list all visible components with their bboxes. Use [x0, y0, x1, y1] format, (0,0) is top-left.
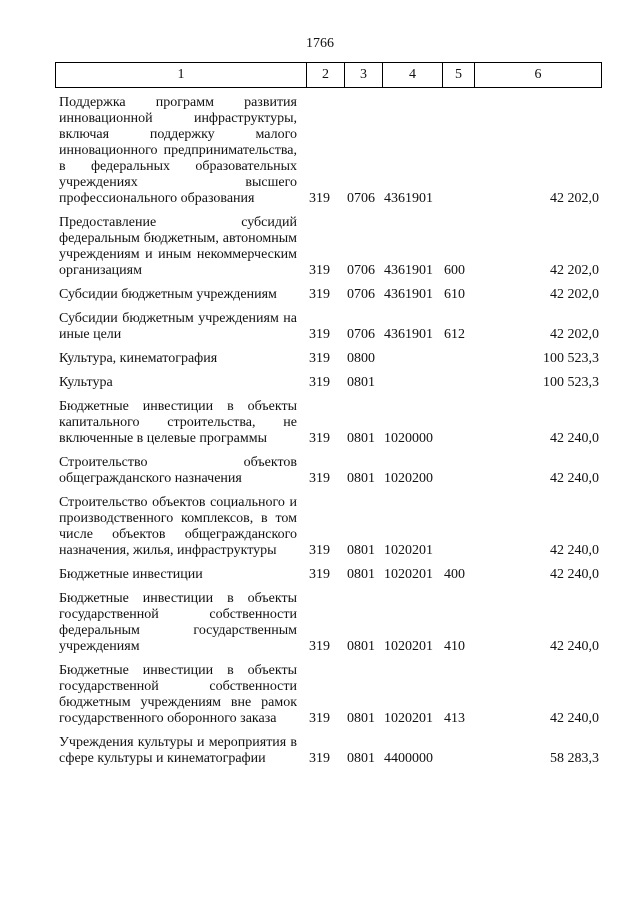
row-name: Культура	[59, 375, 113, 390]
row-col-2: 319	[309, 287, 330, 302]
row-col-2: 319	[309, 263, 330, 278]
row-col-2: 319	[309, 567, 330, 582]
table-row	[59, 495, 599, 559]
row-col-4: 1020201	[384, 639, 433, 654]
row-col-6: 42 202,0	[550, 263, 599, 278]
row-col-3: 0706	[347, 191, 375, 206]
row-col-5: 600	[444, 263, 465, 278]
row-col-2: 319	[309, 351, 330, 366]
row-col-5: 610	[444, 287, 465, 302]
row-col-5: 413	[444, 711, 465, 726]
header-col-1: 1	[56, 63, 307, 87]
header-col-4: 4	[383, 63, 443, 87]
row-col-6: 42 240,0	[550, 471, 599, 486]
row-col-4: 4361901	[384, 263, 433, 278]
header-col-3: 3	[345, 63, 383, 87]
table-row	[59, 455, 599, 487]
row-name: Субсидии бюджетным учреждениям	[59, 287, 277, 302]
row-col-5: 410	[444, 639, 465, 654]
row-col-4: 4361901	[384, 191, 433, 206]
page-number: 1766	[306, 36, 334, 51]
row-col-3: 0801	[347, 639, 375, 654]
row-col-6: 42 202,0	[550, 327, 599, 342]
row-col-3: 0800	[347, 351, 375, 366]
table-body	[59, 95, 599, 775]
row-col-2: 319	[309, 751, 330, 766]
row-col-6: 42 240,0	[550, 431, 599, 446]
table-row	[59, 591, 599, 655]
row-name: Субсидии бюджетным учреждениям на иные цели	[59, 311, 297, 342]
row-col-3: 0801	[347, 751, 375, 766]
row-col-3: 0801	[347, 431, 375, 446]
row-col-3: 0801	[347, 375, 375, 390]
row-col-2: 319	[309, 711, 330, 726]
row-col-2: 319	[309, 543, 330, 558]
row-col-5: 612	[444, 327, 465, 342]
table-row	[59, 215, 599, 279]
row-col-2: 319	[309, 327, 330, 342]
row-col-6: 42 240,0	[550, 567, 599, 582]
row-col-3: 0801	[347, 711, 375, 726]
row-col-4: 1020000	[384, 431, 433, 446]
row-col-6: 42 202,0	[550, 287, 599, 302]
header-col-2: 2	[307, 63, 345, 87]
row-col-6: 100 523,3	[543, 351, 599, 366]
row-col-6: 58 283,3	[550, 751, 599, 766]
table-row	[59, 311, 599, 343]
header-col-6: 6	[534, 67, 542, 82]
row-col-4: 1020200	[384, 471, 433, 486]
row-name: Бюджетные инвестиции в объекты капитального строительства, не включенные в целевые программы	[59, 399, 297, 446]
row-col-4: 1020201	[384, 567, 433, 582]
row-col-3: 0706	[347, 287, 375, 302]
row-col-4: 4361901	[384, 327, 433, 342]
row-col-4: 4361901	[384, 287, 433, 302]
table-row	[59, 567, 599, 583]
row-col-6: 42 240,0	[550, 639, 599, 654]
row-name: Бюджетные инвестиции в объекты государственной собственности бюджетным учреждениям вне рамок государственного оборонного заказа	[59, 663, 297, 726]
row-col-6: 42 240,0	[550, 711, 599, 726]
table-row	[59, 663, 599, 727]
row-name: Предоставление субсидий федеральным бюджетным, автономным учреждениям и иным некоммерческим организациям	[59, 215, 297, 278]
row-col-4: 4400000	[384, 751, 433, 766]
row-name: Бюджетные инвестиции	[59, 567, 203, 582]
row-name: Поддержка программ развития инновационной инфраструктуры, включая поддержку малого инновационного предпринимательства, в федеральных образовательных учреждениях высшего профессионального образования	[59, 95, 297, 206]
row-name: Учреждения культуры и мероприятия в сфере культуры и кинематографии	[59, 735, 297, 766]
header-col-5: 5	[443, 63, 475, 87]
row-col-6: 42 240,0	[550, 543, 599, 558]
row-col-6: 42 202,0	[550, 191, 599, 206]
row-name: Строительство объектов социального и производственного комплексов, в том числе объектов общегражданского назначения, жилья, инфраструктуры	[59, 495, 297, 558]
row-col-2: 319	[309, 191, 330, 206]
row-col-3: 0706	[347, 263, 375, 278]
row-col-2: 319	[309, 471, 330, 486]
row-col-2: 319	[309, 639, 330, 654]
row-col-5: 400	[444, 567, 465, 582]
row-name: Культура, кинематография	[59, 351, 218, 366]
table-row	[59, 375, 599, 391]
row-name: Бюджетные инвестиции в объекты государственной собственности федеральным государственным учреждениям	[59, 591, 297, 654]
table-row	[59, 399, 599, 447]
row-col-4: 1020201	[384, 711, 433, 726]
row-col-3: 0706	[347, 327, 375, 342]
table-row	[59, 287, 599, 303]
table-header	[55, 62, 602, 88]
row-col-6: 100 523,3	[543, 375, 599, 390]
row-name: Строительство объектов общегражданского назначения	[59, 455, 297, 486]
row-col-3: 0801	[347, 567, 375, 582]
row-col-2: 319	[309, 375, 330, 390]
row-col-3: 0801	[347, 471, 375, 486]
table-row	[59, 95, 599, 207]
row-col-3: 0801	[347, 543, 375, 558]
row-col-4: 1020201	[384, 543, 433, 558]
row-col-2: 319	[309, 431, 330, 446]
table-row	[59, 735, 599, 767]
table-row	[59, 351, 599, 367]
